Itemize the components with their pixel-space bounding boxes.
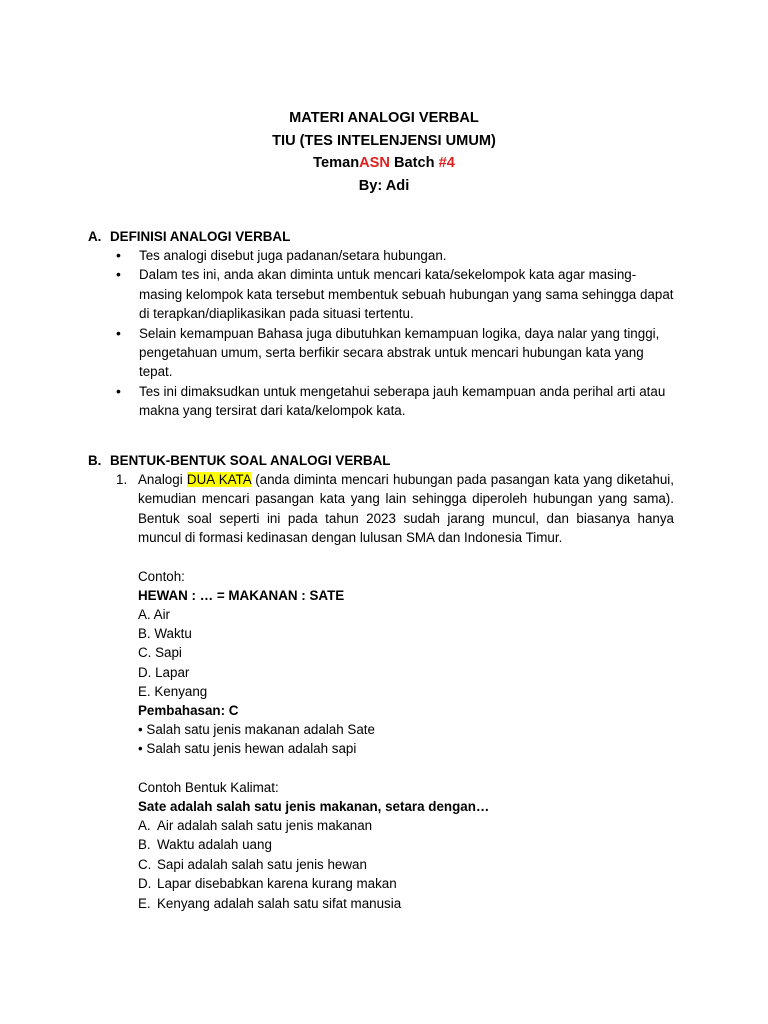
contoh-label: Contoh: — [138, 569, 185, 584]
bullet-item: • Tes ini dimaksudkan untuk mengetahui seberapa jauh kemampuan anda perihal arti atau makna yang tersirat dari kata/kelompok kata. — [116, 382, 676, 421]
title-line-2: TIU (TES INTELENJENSI UMUM) — [272, 132, 496, 149]
section-a-title: DEFINISI ANALOGI VERBAL — [110, 229, 291, 244]
option-c: C. Sapi — [138, 645, 182, 660]
kalimat-question: Sate adalah salah satu jenis makanan, setara dengan… — [138, 799, 490, 814]
kalimat-option — [138, 894, 401, 913]
section-a-bullets — [116, 246, 676, 421]
document-title — [0, 107, 768, 197]
option-e: E. Kenyang — [138, 684, 208, 699]
kalimat-option — [138, 855, 401, 874]
option-letter: A. — [138, 818, 151, 833]
kalimat-option — [138, 816, 401, 835]
option-letter: B. — [138, 837, 151, 853]
title-asn: ASN — [359, 155, 390, 171]
numbered-item-1 — [116, 470, 674, 548]
kalimat-option — [138, 835, 401, 854]
option-b: B. Waktu — [138, 626, 192, 641]
bullet-item: • Dalam tes ini, anda akan diminta untuk mencari kata/sekelompok kata agar masing-masing kelompok kata tersebut membentuk sebuah hubungan yang sama sehingga dapat di terapkan/diaplikasikan pada situasi tertentu. — [116, 265, 676, 323]
contoh-kalimat-label: Contoh Bentuk Kalimat: — [138, 780, 279, 795]
kalimat-option — [138, 874, 401, 893]
example-question: HEWAN : … = MAKANAN : SATE — [138, 588, 345, 603]
title-batch-number: #4 — [438, 155, 455, 171]
option-text: Sapi adalah salah satu jenis hewan — [157, 856, 367, 872]
title-line-3 — [0, 152, 768, 175]
section-a-heading — [88, 227, 290, 246]
section-b-title: BENTUK-BENTUK SOAL ANALOGI VERBAL — [110, 453, 391, 468]
kalimat-options — [138, 816, 401, 913]
option-a: A. Air — [138, 607, 170, 622]
pembahasan-point-2: • Salah satu jenis hewan adalah sapi — [138, 741, 357, 756]
option-text: Kenyang adalah salah satu sifat manusia — [157, 895, 402, 911]
section-a-letter: A. — [88, 229, 102, 244]
pembahasan-label: Pembahasan: C — [138, 703, 239, 718]
title-author: By: Adi — [358, 177, 410, 194]
option-letter: D. — [138, 876, 152, 892]
pembahasan-point-1: • Salah satu jenis makanan adalah Sate — [138, 722, 375, 737]
item-number: 1. — [116, 472, 128, 487]
title-batch: Batch — [389, 155, 439, 171]
title-line-1: MATERI ANALOGI VERBAL — [289, 110, 479, 126]
option-text: Air adalah salah satu jenis makanan — [157, 818, 373, 833]
item-body — [138, 470, 674, 548]
title-teman: Teman — [313, 155, 360, 171]
option-letter: E. — [138, 895, 151, 911]
option-text: Waktu adalah uang — [157, 837, 272, 853]
highlighted-term: DUA KATA — [186, 472, 251, 487]
bullet-item: • Selain kemampuan Bahasa juga dibutuhkan kemampuan logika, daya nalar yang tinggi, pengetahuan umum, serta berfikir secara abstrak untuk mencari hubungan kata yang tepat. — [116, 324, 676, 382]
bullet-item: • Tes analogi disebut juga padanan/setara hubungan. — [116, 246, 676, 265]
item-text: (anda diminta mencari hubungan pada pasangan kata yang diketahui, kemudian mencari pasangan kata yang lain sehingga diperoleh hubungan yang sama). Bentuk soal seperti ini pada tahun 2023 sudah jarang muncul, dan biasanya hanya muncul di formasi kedinasan dengan lulusan SMA dan Indonesia Timur. — [138, 472, 675, 546]
section-b-heading — [88, 451, 390, 470]
section-b-letter: B. — [88, 453, 102, 468]
option-letter: C. — [138, 856, 152, 872]
option-text: Lapar disebabkan karena kurang makan — [157, 876, 397, 892]
option-d: D. Lapar — [138, 665, 190, 680]
item-prefix: Analogi — [138, 472, 187, 487]
